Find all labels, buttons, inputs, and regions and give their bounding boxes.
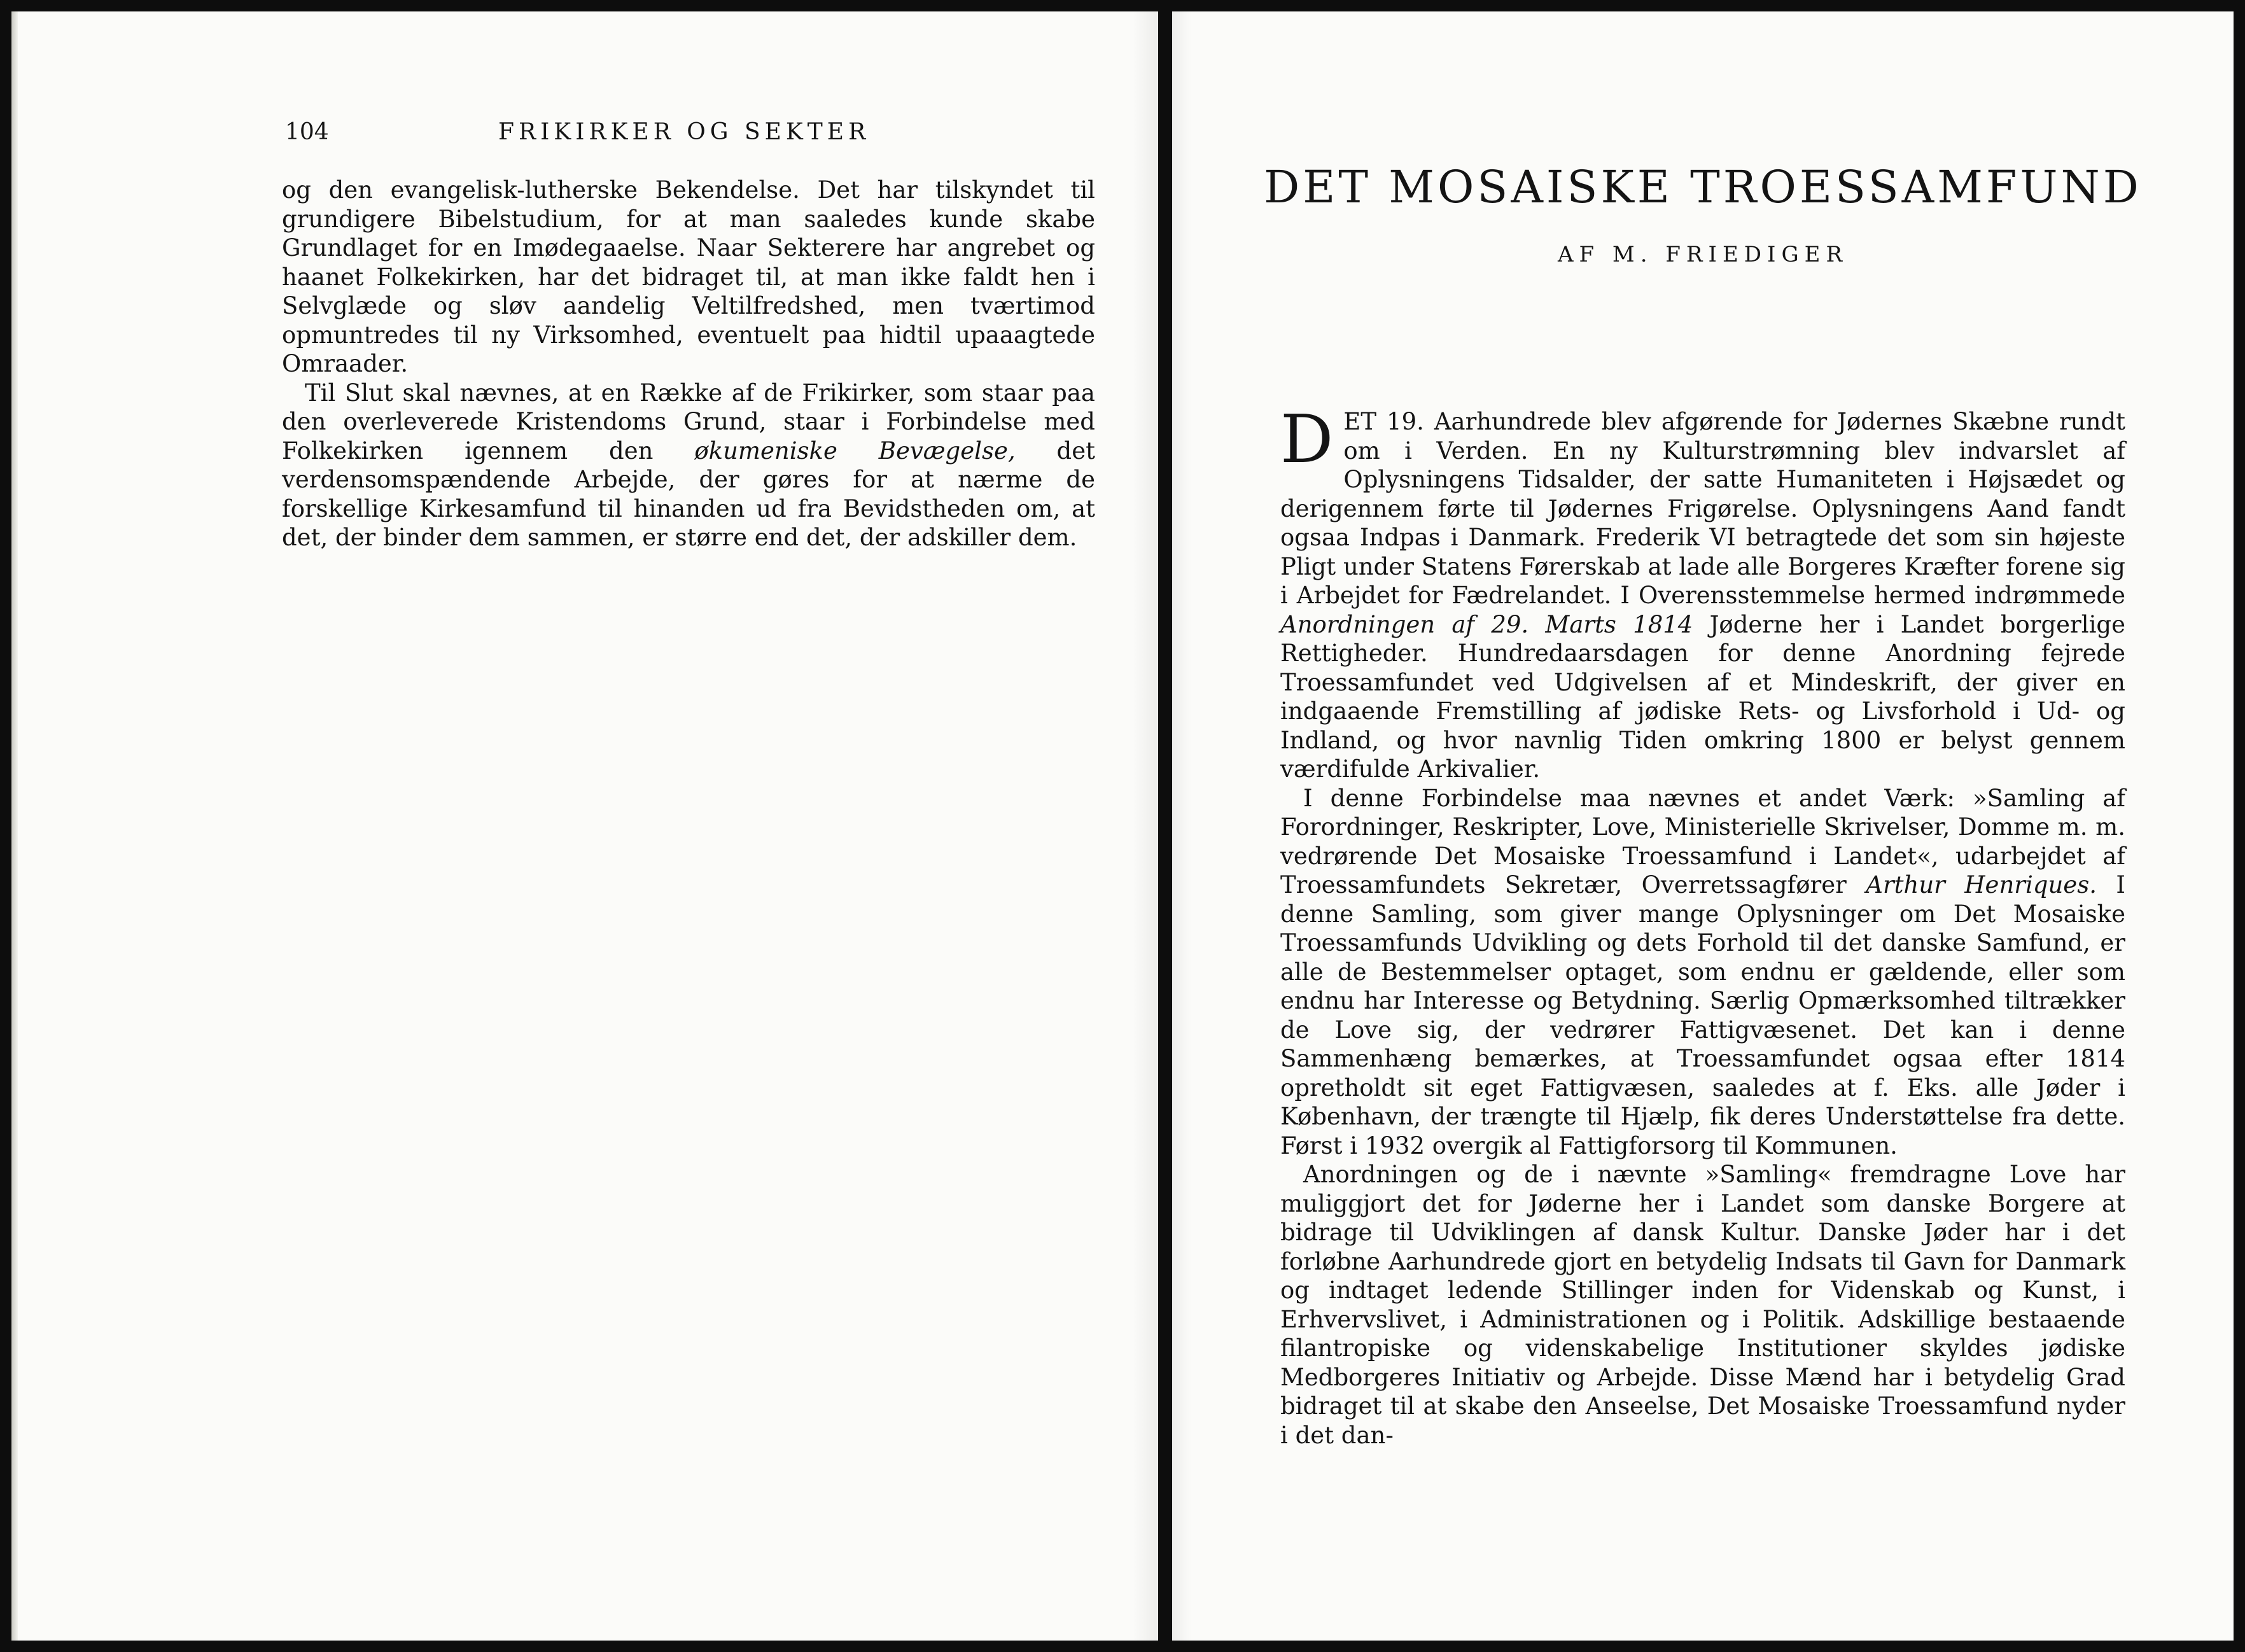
page-number: 104 bbox=[285, 119, 329, 145]
drop-cap: D bbox=[1280, 400, 1334, 478]
text-run: og den evangelisk-lutherske Bekendelse. Det har tilskyndet til grundigere Bibelstudium, for at man saaledes kunde skabe Grundlaget for en Imødegaaelse. Naar Sekterere har angrebet og haanet Folkekirken, har det bidraget til, at man ikke faldt hen i Selvglæde og sløv aandelig Veltilfredshed, men tværtimod opmuntredes til ny Virksomhed, eventuelt paa hidtil upaaagtede Omraader. bbox=[282, 176, 1095, 377]
text-run: det verdensomspændende Arbejde, der gøres for at nærme de forskellige Kirkesamfund til hinanden ud fra Bevidstheden om, at det, der binder dem sammen, er større end det, der adskiller dem. bbox=[282, 437, 1095, 551]
italic-text: Anordningen af 29. Marts 1814 bbox=[1280, 610, 1693, 638]
running-head-title: FRIKIRKER OG SEKTER bbox=[498, 119, 871, 145]
paragraph bbox=[1280, 400, 2125, 784]
text-run: Jøderne her i Landet borgerlige Rettigheder. Hundredaarsdagen for denne Anordning fejrede Troessamfundet ved Udgivelsen af et Mindeskrift, der giver en indgaaende Fremstilling af jødiske Rets- og Livsforhold i Ud- og Indland, og hvor navnlig Tiden omkring 1800 er belyst gennem værdifulde Arkivalier. bbox=[1280, 610, 2125, 783]
text-run: Anordningen og de i nævnte »Samling« fremdragne Love har muliggjort det for Jøderne her i Landet som danske Borgere at bidrage til Udviklingen af dansk Kultur. Danske Jøder har i det forløbne Aarhundrede gjort en betydelig Indsats til Gavn for Danmark og indtaget ledende Stillinger inden for Videnskab og Kunst, i Erhvervslivet, i Administrationen og i Politik. Adskillige bestaaende filantropiske og videnskabelige Institutioner skyldes jødiske Medborgeres Initiativ og Arbejde. Disse Mænd har i betydelig Grad bidraget til at skabe den Anseelse, Det Mosaiske Troessamfund nyder i det dan- bbox=[1280, 1161, 2125, 1449]
paragraph bbox=[282, 176, 1095, 379]
italic-text: økumeniske Bevægelse, bbox=[694, 437, 1016, 465]
gutter-shadow bbox=[1133, 11, 1158, 1641]
paragraph bbox=[1280, 784, 2125, 1161]
text-run: ET 19. Aarhundrede blev afgørende for Jødernes Skæbne rundt om i Verden. En ny Kulturstrømning blev indvarslet af Oplysningens Tidsalder, der satte Humaniteten i Højsædet og derigennem førte til Jødernes Frigørelse. Oplysningens Aand fandt ogsaa Indpas i Danmark. Frederik VI betragtede det som sin højeste Pligt under Statens Førerskab at lade alle Borgeres Kræfter forene sig i Arbejdet for Fædrelandet. I Overensstemmelse hermed indrømmede bbox=[1280, 408, 2125, 609]
italic-text: Arthur Henriques. bbox=[1866, 871, 2097, 899]
left-page bbox=[11, 11, 1158, 1641]
text-run: I denne Forbindelse maa nævnes et andet Værk: »Samling af Forordninger, Reskripter, Love, Ministerielle Skrivelser, Domme m. m. vedrørende Det Mosaiske Troessamfund i Landet«, udarbejdet af Troessamfundets Sekretær, Overretssagfører bbox=[1280, 784, 2125, 899]
author-byline: AF M. FRIEDIGER bbox=[1557, 242, 1849, 267]
page-edge bbox=[11, 11, 18, 1641]
right-body-text bbox=[1280, 400, 2125, 1450]
running-head bbox=[276, 118, 1096, 146]
left-body-text bbox=[282, 176, 1095, 552]
paragraph bbox=[282, 379, 1095, 552]
text-run: Til Slut skal nævnes, at en Række af de Frikirker, som staar paa den overleverede Kristendoms Grund, staar i Forbindelse med Folkekirken igennem den bbox=[282, 379, 1095, 465]
chapter-title: DET MOSAISKE TROESSAMFUND bbox=[1264, 161, 2142, 213]
right-page bbox=[1172, 11, 2234, 1641]
paragraph bbox=[1280, 1160, 2125, 1450]
text-run: I denne Samling, som giver mange Oplysninger om Det Mosaiske Troessamfunds Udvikling og dets Forhold til det danske Samfund, er alle de Bestemmelser optaget, som endnu er gældende, eller som endnu har Interesse og Betydning. Særlig Opmærksomhed tiltrækker de Love sig, der vedrører Fattigvæsenet. Det kan i denne Sammenhæng bemærkes, at Troessamfundet ogsaa efter 1814 opretholdt sit eget Fattigvæsen, saaledes at f. Eks. alle Jøder i København, der trængte til Hjælp, fik deres Understøttelse fra dette. Først i 1932 overgik al Fattigforsorg til Kommunen. bbox=[1280, 871, 2125, 1159]
